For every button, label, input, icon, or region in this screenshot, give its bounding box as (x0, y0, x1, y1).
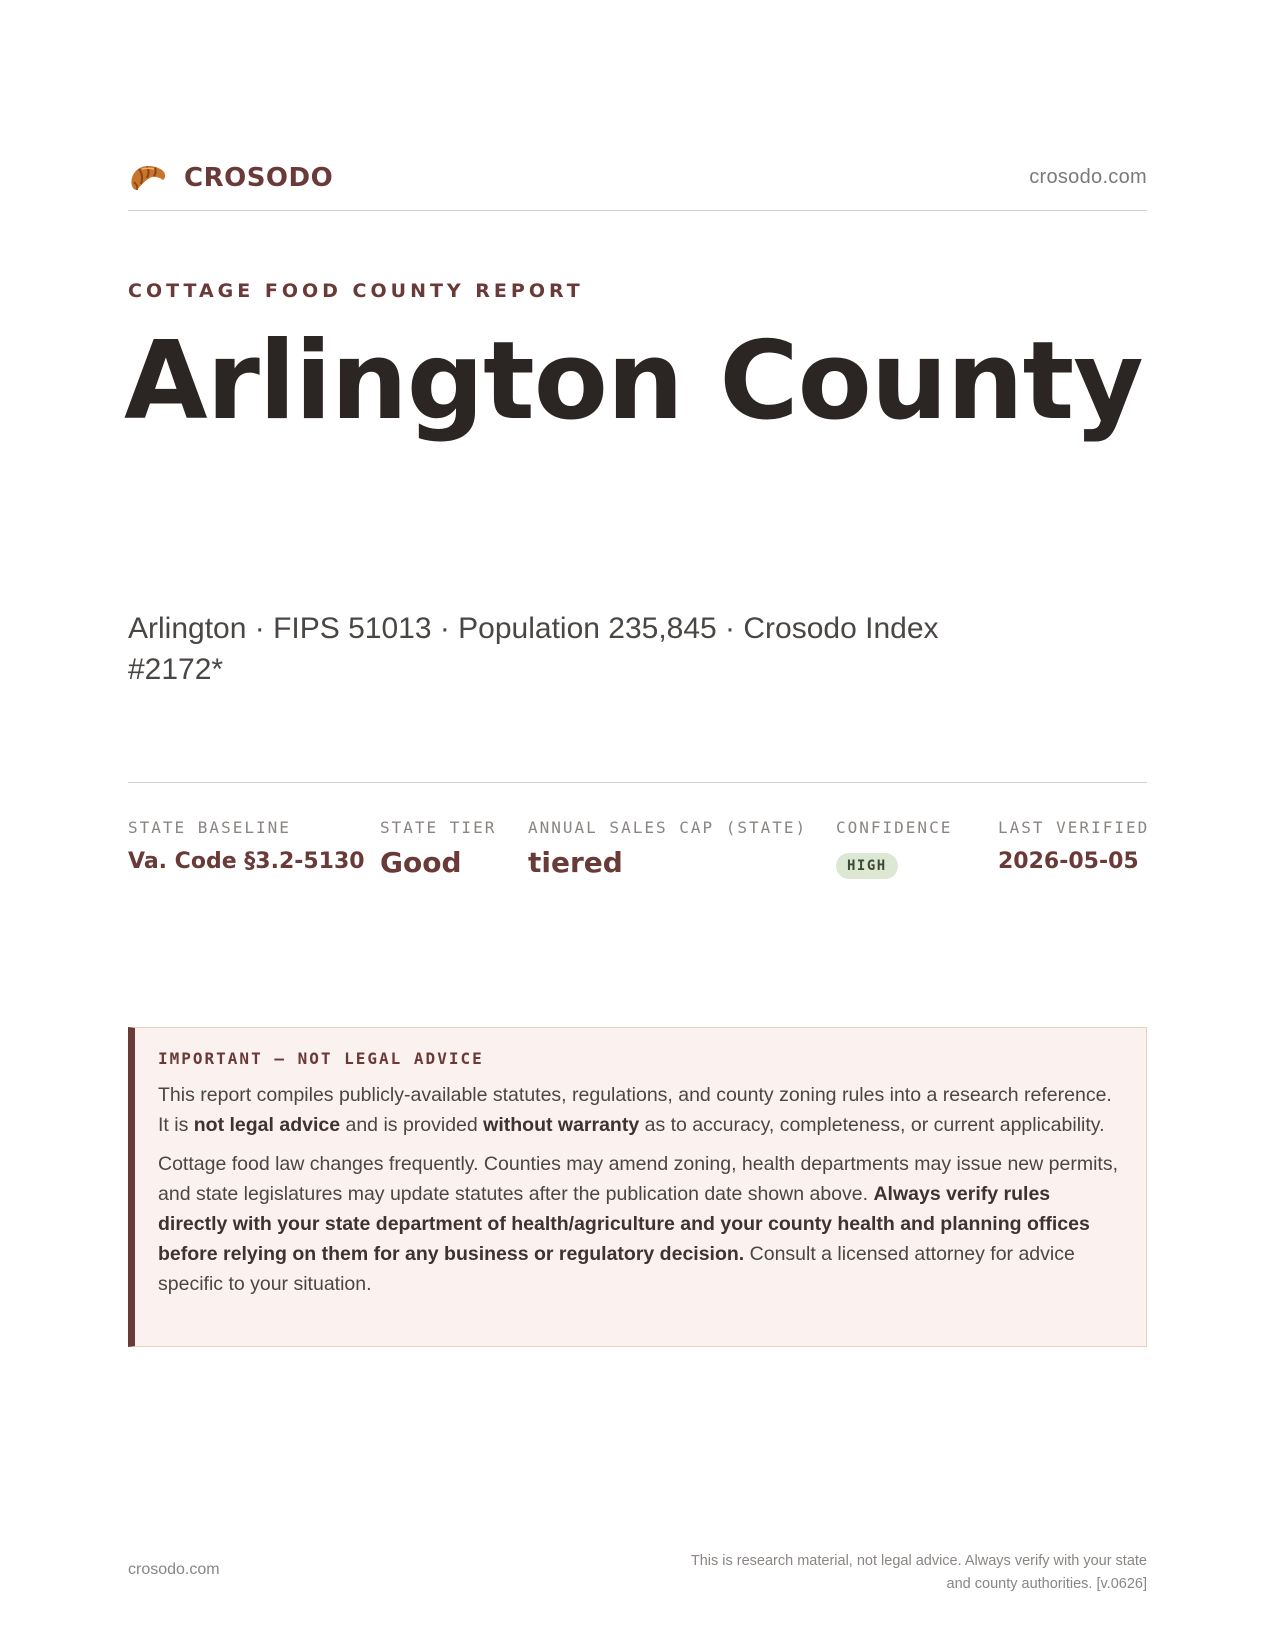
meta-label: CONFIDENCE (836, 818, 953, 837)
report-page (124, 0, 1150, 1650)
page-header (128, 158, 1147, 211)
meta-label: LAST VERIFIED (998, 818, 1150, 837)
report-subtitle: Arlington · FIPS 51013 · Population 235,845 · Crosodo Index #2172* (128, 612, 939, 686)
meta-value: Va. Code §3.2-5130 (128, 849, 365, 874)
footer-disclaimer (627, 1550, 1147, 1596)
meta-row (128, 818, 1150, 898)
meta-confidence (836, 818, 952, 879)
footer-site-link[interactable]: crosodo.com (128, 1561, 220, 1578)
page-title: Arlington County (124, 319, 1143, 444)
notice-emphasis: without warranty (483, 1114, 640, 1136)
footer-disclaimer-line: and county authorities. [v.0626] (946, 1576, 1147, 1592)
notice-paragraph-1 (158, 1080, 1122, 1140)
notice-text: and is provided (340, 1114, 484, 1136)
footer-disclaimer-line: This is research material, not legal advice. Always verify with your state (690, 1553, 1147, 1569)
meta-sales-cap (528, 818, 807, 879)
meta-last-verified (998, 818, 1149, 874)
meta-value: tiered (528, 846, 623, 879)
notice-emphasis: not legal advice (193, 1114, 341, 1136)
brand[interactable] (128, 160, 333, 196)
notice-text: This report compiles publicly-available statutes, regulations, and county zoning rules into a research reference. It is (158, 1084, 1112, 1136)
notice-emphasis: Always verify rules directly with your state department of health/agriculture and your county health and planning offices before relying on them for any business or regulatory decision. (158, 1183, 1090, 1265)
site-link[interactable]: crosodo.com (1029, 166, 1147, 188)
confidence-badge: HIGH (836, 853, 898, 879)
meta-label: STATE BASELINE (128, 818, 291, 837)
croissant-icon (128, 160, 168, 196)
notice-text: as to accuracy, completeness, or current applicability. (639, 1114, 1105, 1136)
notice-title: IMPORTANT — NOT LEGAL ADVICE (158, 1049, 484, 1068)
meta-state-tier (380, 818, 496, 879)
meta-label: ANNUAL SALES CAP (STATE) (528, 818, 808, 837)
section-divider (128, 782, 1147, 783)
meta-label: STATE TIER (380, 818, 497, 837)
notice-text: Cottage food law changes frequently. Counties may amend zoning, health departments may issue new permits, and state legislatures may update statutes after the publication date shown above. (158, 1153, 1118, 1205)
notice-text: Consult a licensed attorney for advice specific to your situation. (158, 1243, 1075, 1295)
report-eyebrow: COTTAGE FOOD COUNTY REPORT (128, 280, 584, 302)
brand-name: CROSODO (184, 163, 334, 193)
meta-value: Good (380, 846, 462, 879)
legal-notice (128, 1027, 1147, 1347)
notice-paragraph-2 (158, 1149, 1122, 1299)
meta-state-baseline (128, 818, 365, 874)
meta-value: 2026-05-05 (998, 849, 1139, 874)
